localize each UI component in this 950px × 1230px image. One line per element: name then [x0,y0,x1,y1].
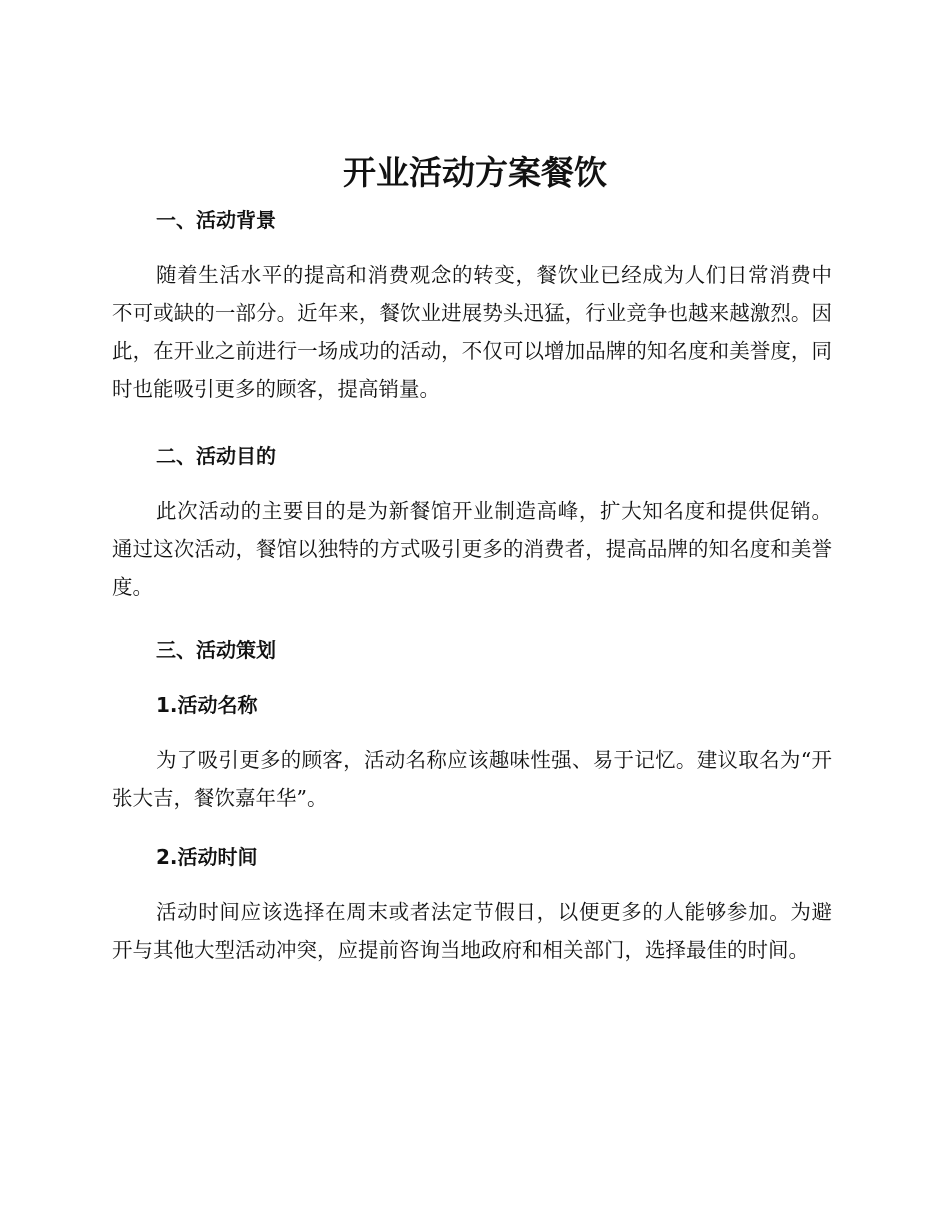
subsection-paragraph-time: 活动时间应该选择在周末或者法定节假日，以便更多的人能够参加。为避开与其他大型活动冲突，应提前咨询当地政府和相关部门，选择最佳的时间。 [112,900,832,962]
section-heading-planning: 三、活动策划 [156,638,276,662]
section-paragraph-purpose: 此次活动的主要目的是为新餐馆开业制造高峰，扩大知名度和提供促销。通过这次活动，餐馆以独特的方式吸引更多的消费者，提高品牌的知名度和美誉度。 [112,499,832,599]
subsection-heading-name: 1.活动名称 [156,693,258,717]
section-heading-purpose: 二、活动目的 [156,444,276,468]
section-heading-background: 一、活动背景 [156,208,276,232]
subsection-heading-time: 2.活动时间 [156,845,258,869]
subsection-paragraph-name: 为了吸引更多的顾客，活动名称应该趣味性强、易于记忆。建议取名为“开张大吉，餐饮嘉年华”。 [112,748,832,810]
document-title: 开业活动方案餐饮 [343,153,607,192]
section-paragraph-background: 随着生活水平的提高和消费观念的转变，餐饮业已经成为人们日常消费中不可或缺的一部分。近年来，餐饮业进展势头迅猛，行业竞争也越来越激烈。因此，在开业之前进行一场成功的活动，不仅可以增加品牌的知名度和美誉度，同时也能吸引更多的顾客，提高销量。 [112,263,832,401]
